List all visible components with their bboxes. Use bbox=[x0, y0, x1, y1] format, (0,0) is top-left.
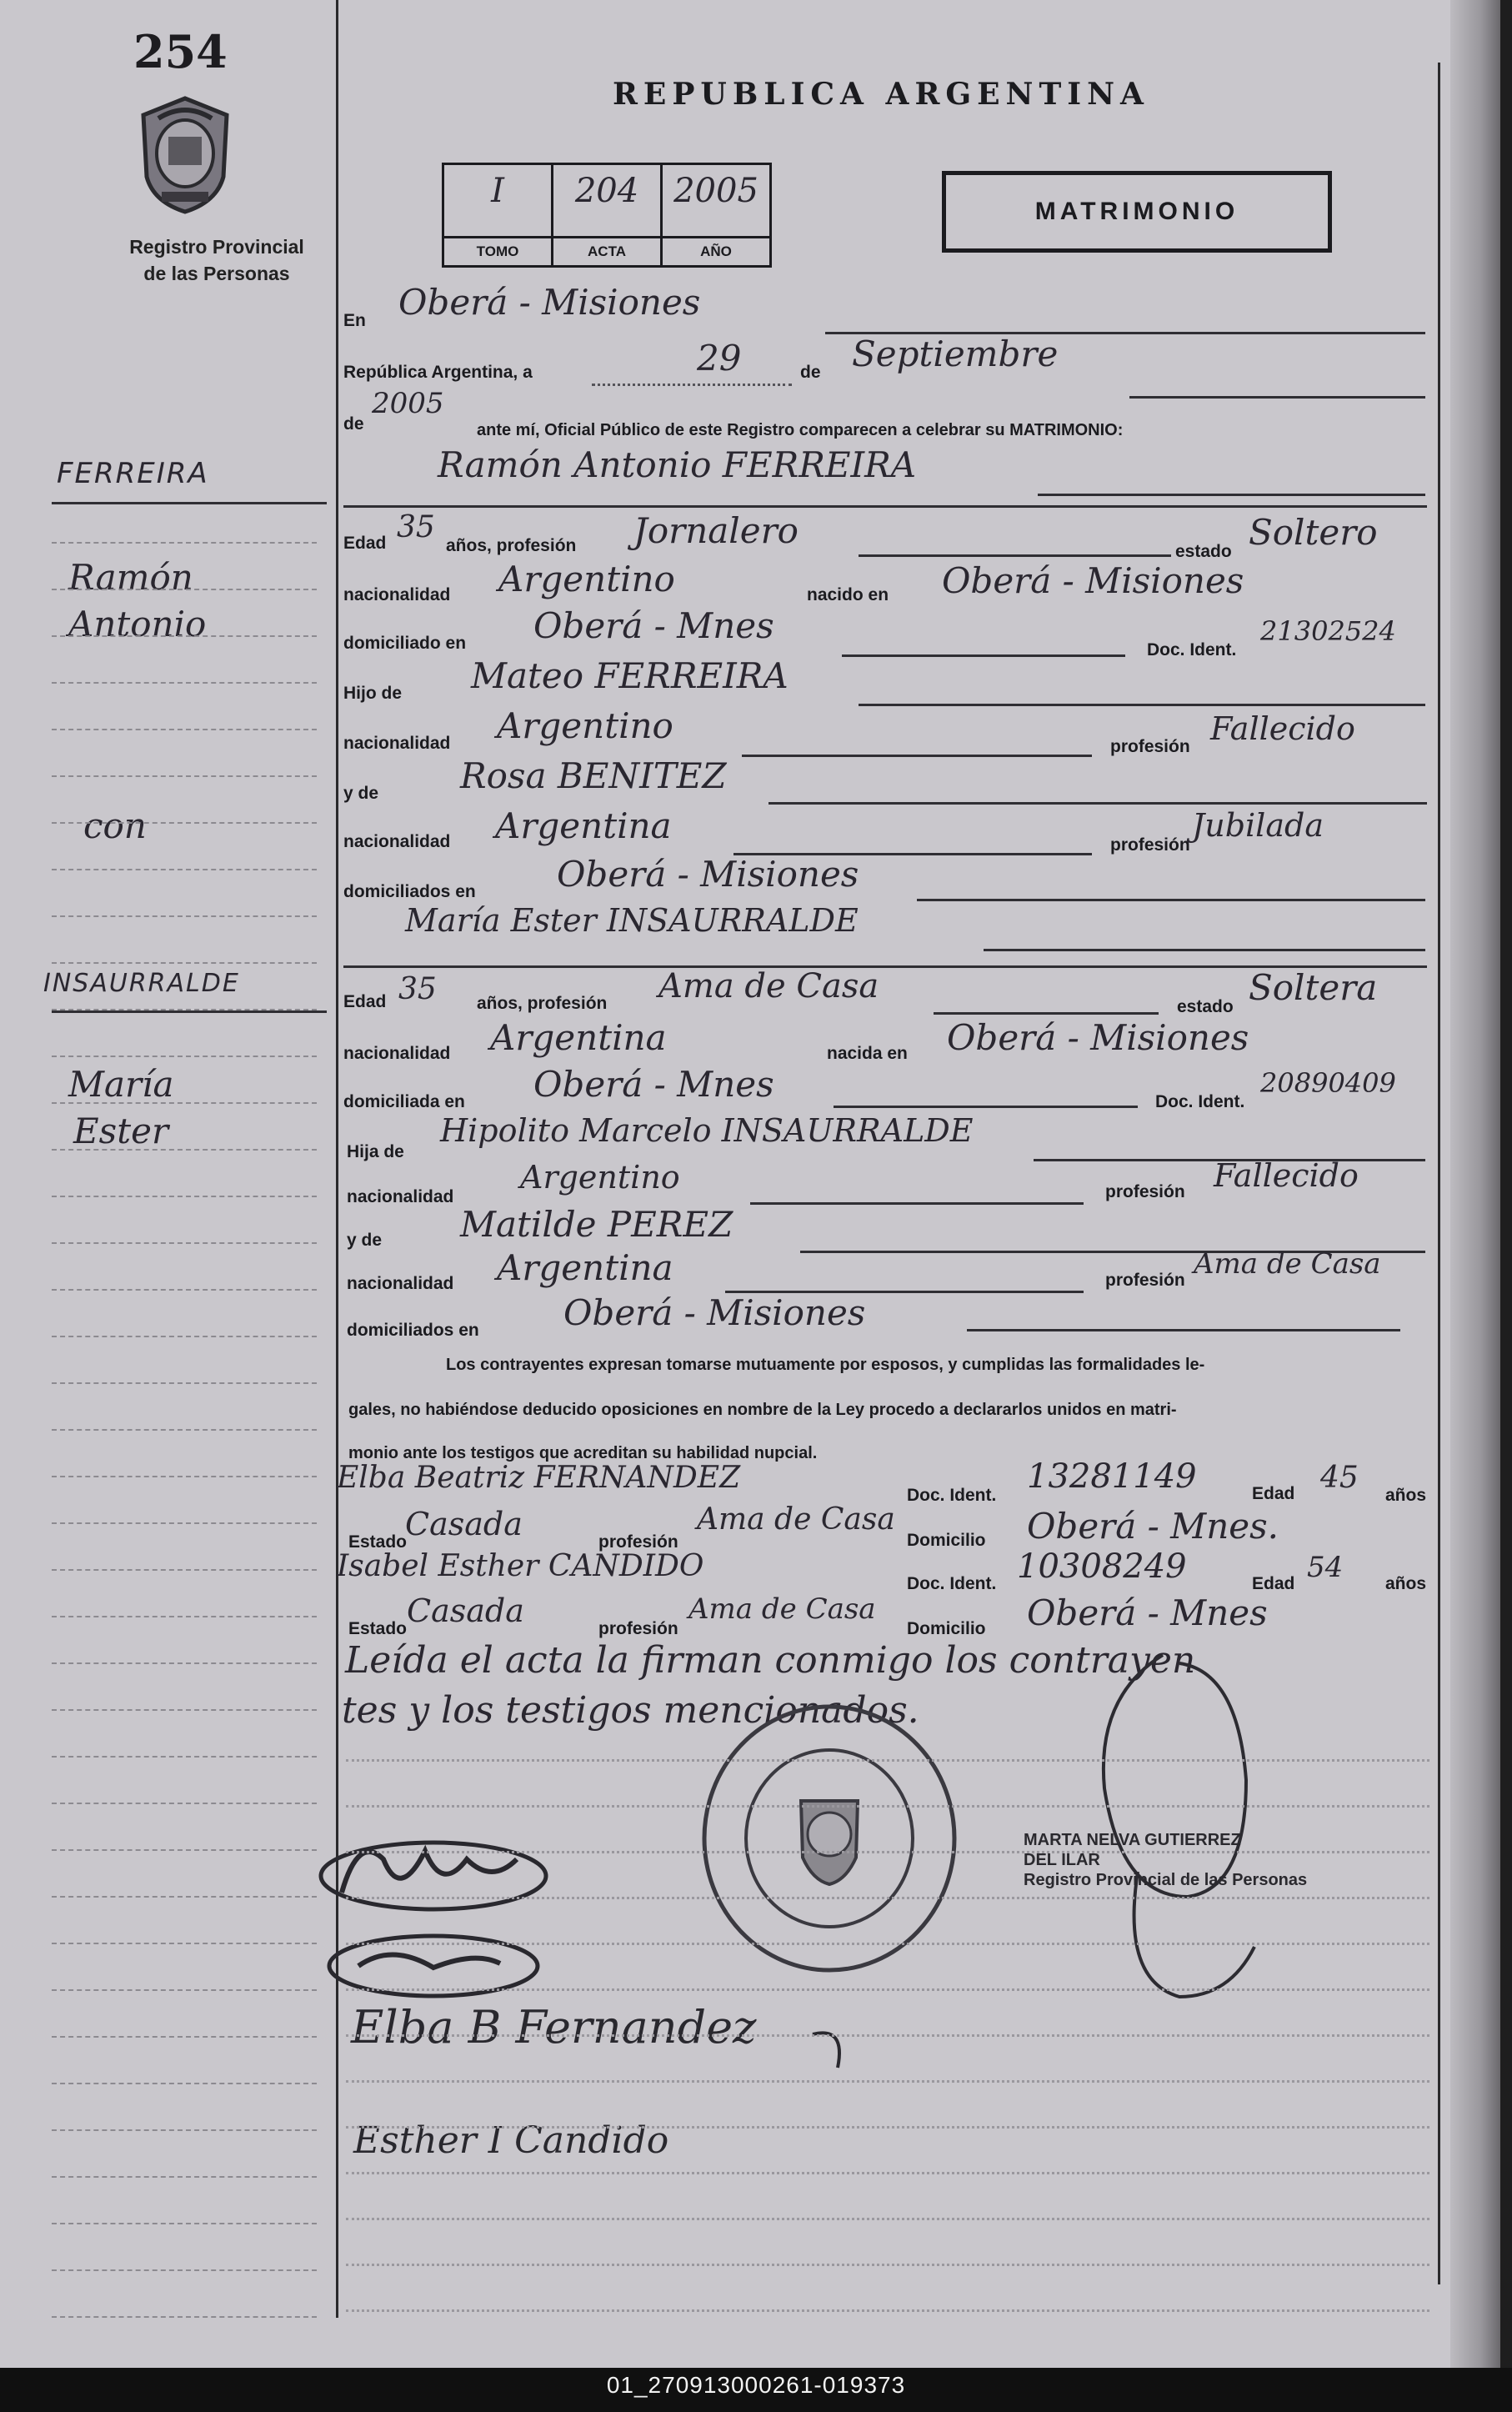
bride-full-name: María Ester INSAURRALDE bbox=[405, 902, 859, 939]
groom-mother-rule bbox=[769, 802, 1427, 805]
groom-domicile-rule bbox=[842, 654, 1125, 657]
body-ruled-line bbox=[346, 2218, 1429, 2220]
bride-parents-domicile: Oberá - Misiones bbox=[563, 1292, 866, 1333]
witness2-domicile: Oberá - Mnes bbox=[1027, 1592, 1268, 1633]
tomo-value: I bbox=[491, 172, 504, 210]
body-ruled-line bbox=[346, 1759, 1429, 1762]
margin-ruled-line bbox=[52, 1989, 317, 1991]
tomo-cell bbox=[444, 165, 553, 265]
groom-profession-rule bbox=[859, 554, 1171, 557]
body-ruled-line bbox=[346, 1943, 1429, 1945]
label-estado-w1: Estado bbox=[348, 1532, 408, 1552]
official-signature bbox=[1088, 1647, 1288, 2005]
witness2-status: Casada bbox=[407, 1592, 524, 1629]
bride-profession: Ama de Casa bbox=[658, 967, 879, 1005]
label-doc-groom: Doc. Ident. bbox=[1147, 640, 1237, 659]
witness2-profession: Ama de Casa bbox=[688, 1592, 876, 1626]
label-doc-w2: Doc. Ident. bbox=[907, 1574, 997, 1593]
margin-bride-surname: INSAURRALDE bbox=[43, 969, 240, 998]
bride-father-nat-rule bbox=[750, 1202, 1084, 1205]
label-nacido-en: nacido en bbox=[807, 585, 889, 604]
margin-ruled-line bbox=[52, 635, 317, 637]
body-ruled-line bbox=[346, 2264, 1429, 2266]
margin-ruled-line bbox=[52, 1196, 317, 1197]
provincial-seal-icon bbox=[133, 93, 237, 215]
label-nacionalidad-groom: nacionalidad bbox=[343, 585, 451, 604]
label-nacionalidad-gm: nacionalidad bbox=[343, 832, 451, 851]
ano-cell bbox=[663, 165, 769, 265]
groom-father-profession: Fallecido bbox=[1210, 710, 1355, 747]
place-value: Oberá - Misiones bbox=[398, 282, 701, 323]
witness1-signature bbox=[346, 1976, 879, 2076]
groom-domicile: Oberá - Mnes bbox=[533, 605, 774, 646]
book-binding bbox=[1450, 0, 1500, 2368]
margin-ruled-line bbox=[52, 915, 317, 917]
label-edad-groom: Edad bbox=[343, 534, 387, 553]
label-profesion-bm: profesión bbox=[1105, 1271, 1185, 1290]
label-anos-w1: años bbox=[1385, 1486, 1427, 1505]
label-profesion-gm: profesión bbox=[1110, 835, 1190, 855]
bride-mother-name: Matilde PEREZ bbox=[460, 1204, 733, 1245]
label-doc-w1: Doc. Ident. bbox=[907, 1486, 997, 1505]
margin-ruled-line bbox=[52, 962, 317, 964]
witness1-domicile: Oberá - Mnes. bbox=[1027, 1506, 1279, 1547]
record-type-label: MATRIMONIO bbox=[1034, 198, 1239, 225]
groom-mother-name: Rosa BENITEZ bbox=[460, 755, 727, 796]
body-ruled-line bbox=[346, 1851, 1429, 1853]
margin-ruled-line bbox=[52, 869, 317, 870]
margin-connector: con bbox=[83, 805, 147, 846]
body-ruled-line bbox=[346, 2080, 1429, 2083]
label-profesion-groom: años, profesión bbox=[446, 536, 577, 555]
witness2-age: 54 bbox=[1307, 1551, 1344, 1584]
margin-ruled-line bbox=[52, 1056, 317, 1057]
groom-father-nat-rule bbox=[742, 755, 1092, 757]
body-ruled-line bbox=[346, 1805, 1429, 1808]
margin-ruled-line bbox=[52, 2129, 317, 2131]
margin-groom-middle: Antonio bbox=[68, 604, 207, 644]
margin-ruled-line bbox=[52, 589, 317, 590]
groom-mother-nationality: Argentina bbox=[495, 805, 672, 846]
bride-name-rule bbox=[984, 949, 1425, 951]
witness1-signature-text: Elba B Fernandez bbox=[351, 2001, 757, 2053]
margin-ruled-line bbox=[52, 1102, 317, 1104]
label-edad-bride: Edad bbox=[343, 992, 387, 1011]
body-ruled-line bbox=[346, 2172, 1429, 2174]
margin-ruled-line bbox=[52, 1242, 317, 1244]
month-value: Septiembre bbox=[852, 333, 1059, 374]
ano-value: 2005 bbox=[673, 172, 759, 210]
bride-domicile-rule bbox=[834, 1106, 1138, 1108]
year-value: 2005 bbox=[372, 387, 444, 420]
margin-bride-rule bbox=[52, 1010, 327, 1013]
label-profesion-gf: profesión bbox=[1110, 737, 1190, 756]
country-title: REPUBLICA ARGENTINA bbox=[613, 77, 1149, 112]
label-en: En bbox=[343, 311, 366, 330]
witness2-doc: 10308249 bbox=[1017, 1547, 1187, 1586]
bride-status: Soltera bbox=[1249, 967, 1378, 1008]
margin-ruled-line bbox=[52, 822, 317, 824]
margin-ruled-line bbox=[52, 1429, 317, 1431]
groom-nationality: Argentino bbox=[498, 559, 675, 599]
declaration-line-1: Los contrayentes expresan tomarse mutuamente por esposos, y cumplidas las formalidades le- bbox=[446, 1356, 1205, 1374]
label-domicilio-w1: Domicilio bbox=[907, 1531, 986, 1550]
bride-doc: 20890409 bbox=[1260, 1067, 1396, 1099]
margin-ruled-line bbox=[52, 2036, 317, 2038]
margin-bride-first: María bbox=[68, 1064, 174, 1105]
margin-ruled-line bbox=[52, 1616, 317, 1617]
margin-ruled-line bbox=[52, 682, 317, 684]
witness1-name: Elba Beatriz FERNANDEZ bbox=[337, 1461, 741, 1495]
groom-father-rule bbox=[859, 704, 1425, 706]
margin-ruled-line bbox=[52, 1943, 317, 1944]
margin-ruled-line bbox=[52, 542, 317, 544]
image-id-label: 01_270913000261-019373 bbox=[606, 2372, 906, 2398]
label-profesion-bf: profesión bbox=[1105, 1182, 1185, 1201]
acta-value: 204 bbox=[574, 172, 639, 210]
declaration-line-3: monio ante los testigos que acreditan su habilidad nupcial. bbox=[348, 1444, 818, 1462]
witness1-doc: 13281149 bbox=[1027, 1457, 1197, 1496]
closing-note-line-2: tes y los testigos mencionados. bbox=[342, 1689, 919, 1732]
margin-ruled-line bbox=[52, 1803, 317, 1804]
margin-ruled-line bbox=[52, 2316, 317, 2318]
margin-ruled-line bbox=[52, 1289, 317, 1291]
record-type-box bbox=[942, 171, 1332, 253]
groom-parents-rule bbox=[917, 899, 1425, 901]
day-value: 29 bbox=[697, 338, 742, 379]
witness2-name: Isabel Esther CANDIDO bbox=[337, 1549, 704, 1583]
label-nacionalidad-bf: nacionalidad bbox=[347, 1187, 454, 1206]
margin-ruled-line bbox=[52, 1569, 317, 1571]
bride-domicile: Oberá - Mnes bbox=[533, 1064, 774, 1105]
registry-label: Registro Provincial de las Personas bbox=[129, 236, 304, 284]
margin-ruled-line bbox=[52, 1849, 317, 1851]
month-rule bbox=[1129, 396, 1425, 399]
label-domicilio-w2: Domicilio bbox=[907, 1619, 986, 1638]
bride-nationality: Argentina bbox=[490, 1017, 667, 1058]
tomo-label: TOMO bbox=[444, 236, 551, 265]
label-ante-mi: ante mí, Oficial Público de este Registro comparecen a celebrar su MATRIMONIO: bbox=[477, 421, 1124, 439]
bride-profession-rule bbox=[934, 1012, 1159, 1015]
margin-ruled-line bbox=[52, 1896, 317, 1898]
margin-ruled-line bbox=[52, 1476, 317, 1477]
groom-full-name: Ramón Antonio FERREIRA bbox=[438, 444, 917, 485]
margin-ruled-line bbox=[52, 1522, 317, 1524]
body-ruled-line bbox=[346, 1897, 1429, 1899]
label-profesion-w1: profesión bbox=[598, 1532, 678, 1552]
label-edad-w1: Edad bbox=[1252, 1484, 1295, 1503]
body-ruled-line bbox=[346, 1988, 1429, 1991]
day-dots bbox=[592, 384, 792, 386]
label-domiciliado-groom: domiciliado en bbox=[343, 634, 467, 653]
groom-mother-profession: Jubilada bbox=[1192, 807, 1324, 844]
bride-parents-rule bbox=[967, 1329, 1400, 1331]
margin-ruled-line bbox=[52, 729, 317, 730]
closing-note-line-1: Leída el acta la firman conmigo los contrayen bbox=[345, 1639, 1196, 1682]
label-republica: República Argentina, a bbox=[343, 363, 533, 382]
margin-ruled-line bbox=[52, 1662, 317, 1664]
groom-profession: Jornalero bbox=[633, 510, 799, 551]
groom-age: 35 bbox=[397, 510, 435, 544]
ano-label: AÑO bbox=[663, 236, 769, 265]
label-y-de-groom: y de bbox=[343, 784, 379, 803]
label-estado-bride: estado bbox=[1177, 997, 1234, 1016]
official-stamp-text: MARTA NELVA GUTIERREZ DEL ILAR Registro Provincial de las Personas bbox=[1024, 1831, 1308, 1889]
margin-bride-middle: Ester bbox=[73, 1111, 169, 1151]
groom-doc: 21302524 bbox=[1260, 615, 1396, 647]
label-nacionalidad-bride: nacionalidad bbox=[343, 1044, 451, 1063]
margin-ruled-line bbox=[52, 1382, 317, 1384]
bride-father-nationality: Argentino bbox=[520, 1159, 680, 1196]
groom-father-nationality: Argentino bbox=[497, 705, 673, 746]
label-anos-w2: años bbox=[1385, 1574, 1427, 1593]
margin-ruled-line bbox=[52, 2269, 317, 2271]
groom-block-rule bbox=[343, 505, 1427, 508]
label-domiciliados-bride: domiciliados en bbox=[347, 1321, 479, 1340]
witness2-signature bbox=[350, 2101, 733, 2176]
right-margin-rule bbox=[1438, 63, 1440, 2284]
margin-ruled-line bbox=[52, 2223, 317, 2224]
body-ruled-line bbox=[346, 2034, 1429, 2037]
label-profesion-bride: años, profesión bbox=[477, 994, 608, 1013]
label-de: de bbox=[800, 363, 821, 382]
witness2-signature-text: Esther I Candido bbox=[353, 2119, 669, 2162]
official-seal-icon bbox=[696, 1701, 963, 1976]
label-hija-de: Hija de bbox=[347, 1142, 404, 1161]
bride-father-profession: Fallecido bbox=[1214, 1157, 1359, 1194]
label-nacionalidad-gf: nacionalidad bbox=[343, 734, 451, 753]
groom-parents-domicile: Oberá - Misiones bbox=[557, 854, 859, 895]
groom-status: Soltero bbox=[1249, 512, 1378, 553]
label-profesion-w2: profesión bbox=[598, 1619, 678, 1638]
label-nacionalidad-bm: nacionalidad bbox=[347, 1274, 454, 1293]
margin-ruled-line bbox=[52, 2083, 317, 2084]
label-estado-groom: estado bbox=[1175, 542, 1232, 561]
book-number: 254 bbox=[133, 25, 228, 78]
label-y-de-bride: y de bbox=[347, 1231, 383, 1250]
groom-born-in: Oberá - Misiones bbox=[942, 560, 1244, 601]
margin-ruled-line bbox=[52, 1149, 317, 1151]
margin-ruled-line bbox=[52, 2176, 317, 2178]
bride-mother-nationality: Argentina bbox=[497, 1247, 673, 1288]
groom-name-rule bbox=[1038, 494, 1425, 496]
margin-groom-surname: FERREIRA bbox=[57, 457, 209, 490]
acta-label: ACTA bbox=[553, 236, 660, 265]
body-ruled-line bbox=[346, 2126, 1429, 2129]
margin-ruled-line bbox=[52, 1336, 317, 1337]
label-domiciliada-bride: domiciliada en bbox=[343, 1092, 465, 1111]
margin-ruled-line bbox=[52, 1756, 317, 1758]
bride-mother-profession: Ama de Casa bbox=[1194, 1247, 1381, 1281]
bride-born-in: Oberá - Misiones bbox=[947, 1017, 1249, 1058]
witness1-age: 45 bbox=[1320, 1461, 1359, 1495]
label-hijo-de: Hijo de bbox=[343, 684, 403, 703]
margin-groom-first: Ramón bbox=[68, 557, 193, 598]
label-doc-bride: Doc. Ident. bbox=[1155, 1092, 1245, 1111]
label-estado-w2: Estado bbox=[348, 1619, 408, 1638]
margin-ruled-line bbox=[52, 1009, 317, 1010]
bride-age: 35 bbox=[398, 972, 437, 1006]
label-domiciliados-groom: domiciliados en bbox=[343, 882, 476, 901]
bride-father-name: Hipolito Marcelo INSAURRALDE bbox=[440, 1112, 974, 1149]
margin-ruled-line bbox=[52, 775, 317, 777]
label-nacida-en: nacida en bbox=[827, 1044, 908, 1063]
witness1-status: Casada bbox=[405, 1506, 523, 1542]
label-de-year: de bbox=[343, 414, 364, 434]
body-ruled-line bbox=[346, 2309, 1429, 2312]
record-index-table bbox=[442, 163, 772, 268]
acta-cell bbox=[553, 165, 663, 265]
declaration-line-2: gales, no habiéndose deducido oposiciones en nombre de la Ley procedo a declararlos unidos en matri- bbox=[348, 1401, 1177, 1419]
witness1-profession: Ama de Casa bbox=[697, 1502, 895, 1537]
label-edad-w2: Edad bbox=[1252, 1574, 1295, 1593]
margin-groom-rule bbox=[52, 502, 327, 504]
margin-ruled-line bbox=[52, 1709, 317, 1711]
groom-father-name: Mateo FERREIRA bbox=[471, 655, 789, 696]
